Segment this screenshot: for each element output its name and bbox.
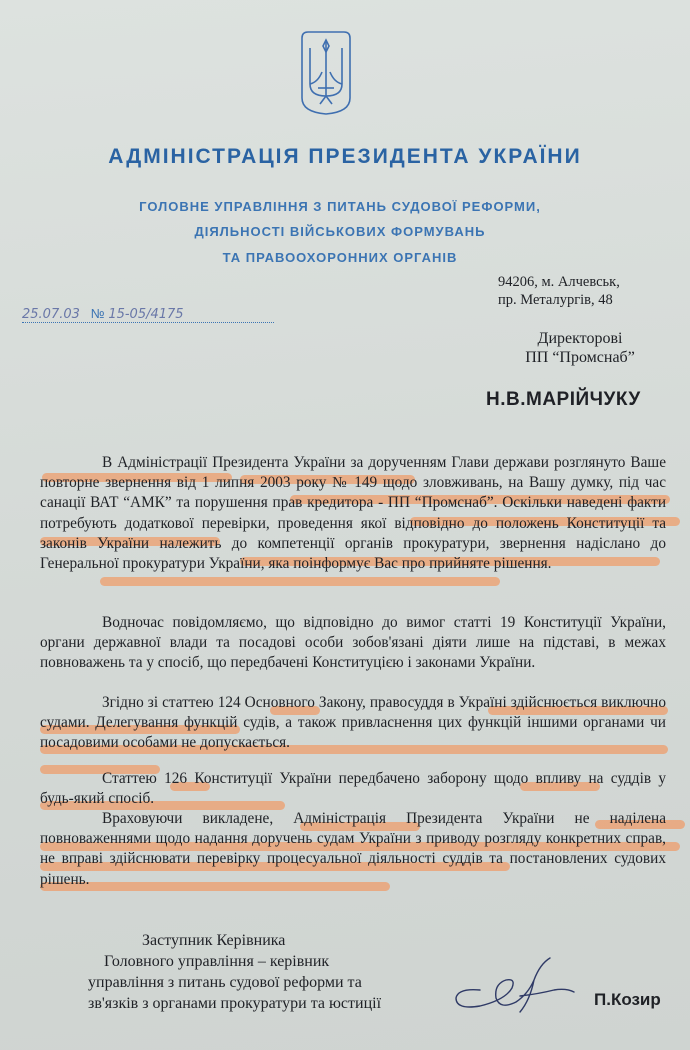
handwritten-signature-icon: [450, 950, 580, 1025]
registration-number: 15-05/4175: [108, 307, 184, 322]
address-line-2: пр. Металургів, 48: [498, 292, 613, 308]
registration-date: 25.07.03: [22, 307, 80, 322]
paragraph-5-text: Враховуючи викладене, Адміністрація Президента України не наділена повноваженнями щодо надання доручень судам України з приводу розгляду конкретних справ, не вправі здійснювати перевірку процесуальної діяльності суддів та постановлених судових рішень.: [40, 810, 666, 888]
signatory-line-2: Головного управління – керівник: [104, 953, 330, 970]
department-line-2: ДІЯЛЬНОСТІ ВІЙСЬКОВИХ ФОРМУВАНЬ: [194, 224, 486, 239]
signatory-position: [88, 930, 381, 1014]
address-line-1: 94206, м. Алчевськ,: [498, 274, 620, 290]
paragraph-2: [40, 613, 666, 674]
paragraph-1: [40, 453, 666, 574]
trident-emblem-icon: [296, 26, 356, 116]
recipient-name: Н.В.МАРІЙЧУКУ: [486, 389, 641, 410]
registration-line: [22, 306, 274, 323]
paragraph-1-text: В Адміністрації Президента України за дорученням Глави держави розглянуто Ваше повторне звернення від 1 липня 2003 року № 149 щодо зловживань, на Вашу думку, під час санації ВАТ “АМК” та порушення прав кредитора - ПП “Промснаб”. Оскільки наведені факти потребують додаткової перевірки, проведення якої відповідно до положень Конституції та законів України належить до компетенції органів прокуратури, звернення надіслано до Генеральної прокуратури України, яка поінформує Вас про прийняте рішення.: [40, 454, 666, 573]
organization-title: АДМІНІСТРАЦІЯ ПРЕЗИДЕНТА УКРАЇНИ: [108, 145, 582, 168]
registration-number-label: №: [90, 306, 105, 321]
recipient-company: ПП “Промснаб”: [525, 349, 635, 366]
paragraph-4-text: Статтею 126 Конституції України передбачено заборону щодо впливу на суддів у будь-який спосіб.: [40, 770, 666, 808]
department-line-3: ТА ПРАВООХОРОННИХ ОРГАНІВ: [222, 250, 458, 265]
signer-name: П.Козир: [594, 990, 661, 1009]
signatory-line-3: управління з питань судової реформи та: [88, 974, 362, 991]
paragraph-2-text: Водночас повідомляємо, що відповідно до вимог статті 19 Конституції України, органи державної влади та посадові особи зобов'язані діяти лише на підставі, в межах повноважень та у спосіб, що передбачені Конституцією і законами України.: [40, 614, 666, 672]
paragraph-5: [40, 809, 666, 890]
paragraph-3-text: Згідно зі статтею 124 Основного Закону, правосуддя в Україні здійснюється виключно судами. Делегування функцій судів, а також привласнення цих функцій іншими органами чи посадовими особами не допускається.: [40, 694, 666, 752]
department-line-1: ГОЛОВНЕ УПРАВЛІННЯ З ПИТАНЬ СУДОВОЇ РЕФОРМИ,: [139, 199, 541, 214]
recipient-title: Директорові: [537, 330, 623, 347]
paragraph-3: [40, 693, 666, 754]
signatory-line-4: зв'язків з органами прокуратури та юстиції: [88, 995, 382, 1012]
highlight-mark: [100, 577, 500, 586]
signatory-line-1: Заступник Керівника: [142, 932, 286, 949]
paragraph-4: [40, 769, 666, 809]
